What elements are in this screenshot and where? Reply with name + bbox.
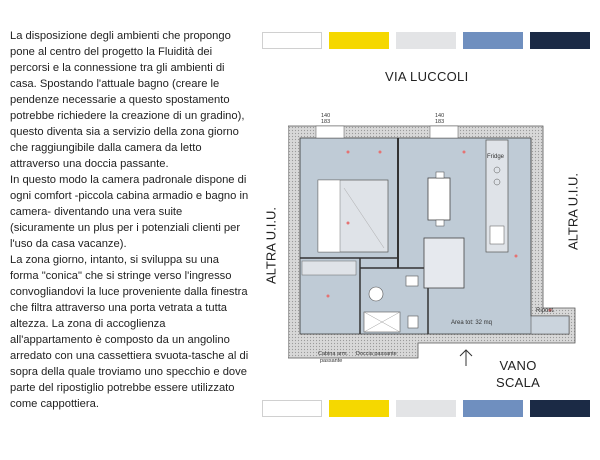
stair-label-line1: VANO (499, 358, 537, 373)
window-dim-2-top: 140 (435, 113, 445, 119)
pillow (318, 180, 340, 252)
left-neighbor-label: ALTRA U.I.U. (263, 206, 279, 285)
light-4 (347, 222, 350, 225)
light-7 (327, 295, 330, 298)
paragraph-1: La disposizione degli ambienti che propongo pone al centro del progetto la Fluidità dei percorsi e la connessione tra gli ambienti di casa. Spostando l'attuale bagno (creare le pendenze necessarie a questo spostamento potrebbe richiedere la creazione di un gradino), questo diventa sia a servizio della zona giorno che raggiungibile dalla camera da letto attraverso una doccia passante. (10, 30, 245, 170)
floor-plan (288, 108, 578, 370)
wardrobe (302, 261, 356, 275)
entrance-arrow-icon (460, 350, 472, 366)
window-dim-1-top: 140 (321, 113, 331, 119)
wardrobe-label-line1: Cabina arm. (318, 351, 348, 357)
window-2 (430, 126, 458, 138)
wardrobe-label-line2: passante (320, 358, 343, 364)
swatch-white (262, 32, 322, 49)
storage-label: Ripost. (536, 308, 555, 314)
chair-2 (436, 220, 444, 226)
window-dim-1-bottom: 183 (321, 119, 331, 125)
paragraph-3: La zona giorno, intanto, si sviluppa su una forma "conica" che si stringe verso l'ingresso convogliandovi la luce proveniente dalla finestra che filtra attraverso una porta vetrata a tutta altezza. La zona di accoglienza all'appartamento è composto da un angolino arredato con una cassettiera svuota-tasche al di sopra della quale troviamo uno specchio e dove parte del ripostiglio potrebbe essere utilizzato come cappottiera. (10, 254, 249, 410)
toilet (406, 276, 418, 286)
swatch-steel-blue (463, 32, 523, 49)
chair-1 (436, 172, 444, 178)
window-dim-2-bottom: 183 (435, 119, 445, 125)
light-2 (379, 151, 382, 154)
sink (490, 226, 504, 244)
swatch-steel-blue (463, 400, 523, 417)
washbasin (369, 287, 383, 301)
swatch-navy (530, 32, 590, 49)
sofa (424, 238, 464, 288)
street-label: VIA LUCCOLI (385, 69, 469, 84)
stair-label-line2: SCALA (496, 375, 541, 390)
right-neighbor-label: ALTRA U.I.U. (565, 172, 581, 251)
swatch-light-gray (396, 400, 456, 417)
light-3 (463, 151, 466, 154)
swatch-yellow (329, 32, 389, 49)
bidet (408, 316, 418, 328)
dining-table (428, 178, 450, 220)
light-5 (515, 255, 518, 258)
area-label: Area tot: 32 mq (451, 320, 493, 326)
shower-label: Doccia passante (356, 351, 397, 357)
description-text (10, 28, 250, 412)
swatch-white (262, 400, 322, 417)
window-1 (316, 126, 344, 138)
swatch-navy (530, 400, 590, 417)
light-1 (347, 151, 350, 154)
swatch-light-gray (396, 32, 456, 49)
color-palette-bottom (262, 400, 590, 417)
paragraph-2: In questo modo la camera padronale dispone di ogni comfort -piccola cabina armadio e bagno in camera- diventando una vera suite (sicuramente un plus per i potenziali clienti per l'uso da casa vacanze). (10, 174, 249, 250)
storage-room (531, 316, 569, 334)
color-palette-top (262, 32, 590, 49)
fridge-label: Fridge (487, 154, 505, 160)
swatch-yellow (329, 400, 389, 417)
